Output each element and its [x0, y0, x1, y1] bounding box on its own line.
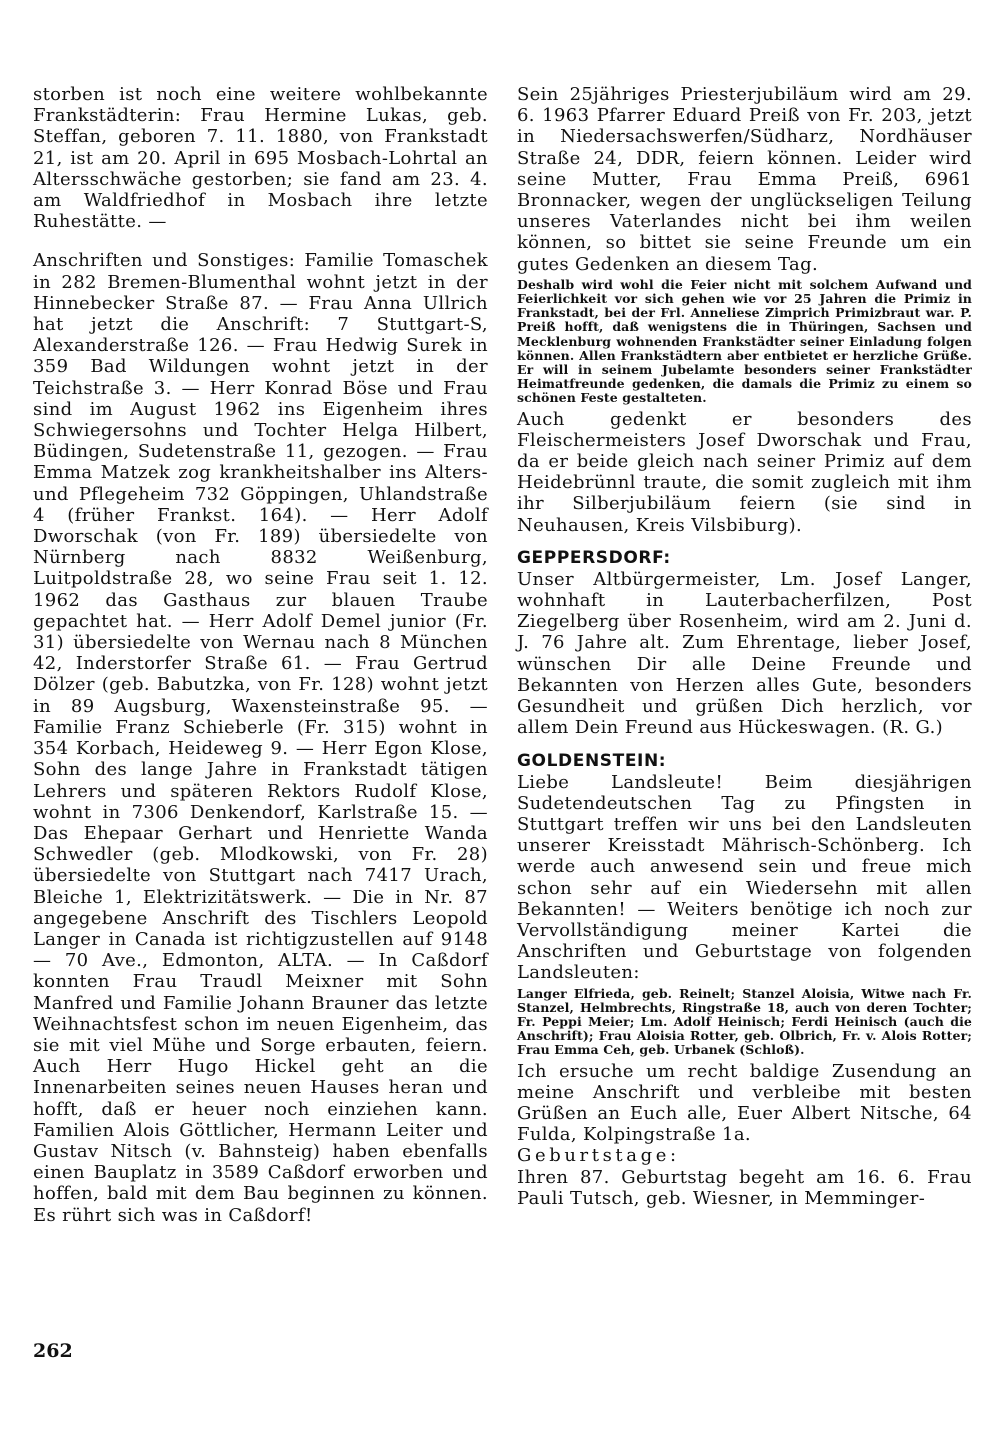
goldenstein-closing: Ich ersuche um recht baldige Zusendung an meine Anschrift und verbleibe mit besten Grüßen an Euch alle, Euer Albert Nitsche, 64 Fulda, Kolpingstraße 1a. [517, 1060, 972, 1146]
geppersdorf-paragraph: Unser Altbürgermeister, Lm. Josef Langer, wohnhaft in Lauterbacherfilzen, Post Ziegelberg über Rosenheim, wird am 2. Juni d. J. 76 Jahre alt. Zum Ehrentage, lieber Josef, wünschen Dir alle Deine Freunde und Bekannten von Herzen alles Gute, besonders Gesundheit und grüßen Dich herzlich, vor allem Dein Freund aus Hückeswagen. (R. G.) [517, 568, 972, 739]
birthdays-heading: Geburtstage: [517, 1145, 680, 1167]
left-column [33, 84, 488, 1226]
page-number: 262 [33, 1340, 73, 1362]
obituary-paragraph: storben ist noch eine weitere wohlbekannte Frankstädterin: Frau Hermine Lukas, geb. Steffan, geboren 7. 11. 1880, von Frankstadt 21, ist am 20. April in 695 Mosbach-Lohrtal an Altersschwäche gestorben; sie fand am 23. 4. am Waldfriedhof in Mosbach ihre letzte Ruhestätte. — [33, 84, 488, 233]
jubilee-continuation: Auch gedenkt er besonders des Fleischermeisters Josef Dworschak und Frau, da er beide gleich nach seiner Primiz auf dem Heidebrünnl traute, die somit zugleich mit ihm ihr Silberjubiläum feiern (sie sind in Neuhausen, Kreis Vilsbiburg). [517, 408, 972, 536]
jubilee-small-print: Deshalb wird wohl die Feier nicht mit solchem Aufwand und Feierlichkeit vor sich gehen wie vor 25 Jahren die Primiz in Frankstadt, bei der Frl. Anneliese Zimprich Primizbraut war. P. Preiß hofft, daß wenigstens die in Thüringen, Sachsen und Mecklenburg wohnenden Frankstädter seiner Einladung folgen können. Allen Frankstädtern aber entbietet er herzliche Grüße. Er will in seinem Jubelamte besonders seiner Frankstädter Heimatfreunde gedenken, die damals die Primiz zu einem so schönen Feste gestalteten. [517, 276, 972, 406]
section-heading-goldenstein: GOLDENSTEIN: [517, 750, 667, 771]
right-column [517, 84, 972, 1209]
birthdays-paragraph: Ihren 87. Geburtstag begeht am 16. 6. Frau Pauli Tutsch, geb. Wiesner, in Memminger- [517, 1166, 972, 1209]
section-heading-geppersdorf: GEPPERSDORF: [517, 547, 671, 568]
jubilee-paragraph: Sein 25jähriges Priesterjubiläum wird am 29. 6. 1963 Pfarrer Eduard Preiß von Fr. 203, jetzt in Niedersachswerfen/Südharz, Nordhäuser Straße 24, DDR, feiern können. Leider wird seine Mutter, Frau Emma Preiß, 6961 Bronnacker, wegen der unglückseligen Teilung unseres Vaterlandes nicht bei ihm weilen können, so bittet sie seine Freunde um ein gutes Gedenken an diesem Tag. [517, 84, 972, 275]
goldenstein-small-print: Langer Elfrieda, geb. Reinelt; Stanzel Aloisia, Witwe nach Fr. Stanzel, Helmbrechts, Ringstraße 18, auch von deren Tochter; Fr. Peppi Meier; Lm. Adolf Heinisch; Ferdi Heinisch (auch die Anschrift); Frau Aloisia Rotter, geb. Olbrich, Fr. v. Alois Rotter; Frau Emma Ceh, geb. Urbanek (Schloß). [517, 985, 972, 1058]
addresses-paragraph: Anschriften und Sonstiges: Familie Tomaschek in 282 Bremen-Blumenthal wohnt jetzt in der Hinnebecker Straße 87. — Frau Anna Ullrich hat jetzt die Anschrift: 7 Stuttgart-S, Alexanderstraße 126. — Frau Hedwig Surek in 359 Bad Wildungen wohnt jetzt in der Teichstraße 3. — Herr Konrad Böse und Frau sind im August 1962 ins Eigenheim ihres Schwiegersohns und Tochter Helga Hilbert, Büdingen, Sudetenstraße 11, gezogen. — Frau Emma Matzek zog krankheitshalber ins Alters- und Pflegeheim 732 Göppingen, Uhlandstraße 4 (früher Frankst. 164). — Herr Adolf Dworschak (von Fr. 189) übersiedelte von Nürnberg nach 8832 Weißenburg, Luitpoldstraße 28, wo seine Frau seit 1. 12. 1962 das Gasthaus zur blauen Traube gepachtet hat. — Herr Adolf Demel junior (Fr. 31) übersiedelte von Wernau nach 8 München 42, Inderstorfer Straße 61. — Frau Gertrud Dölzer (geb. Babutzka, von Fr. 128) wohnt jetzt in 89 Augsburg, Waxensteinstraße 95. — Familie Franz Schieberle (Fr. 315) wohnt in 354 Korbach, Heideweg 9. — Herr Egon Klose, Sohn des lange Jahre in Frankstadt tätigen Lehrers und späteren Rektors Rudolf Klose, wohnt in 7306 Denkendorf, Karlstraße 15. — Das Ehepaar Gerhart und Henriette Wanda Schwedler (geb. Mlodkowski, von Fr. 28) übersiedelte von Stuttgart nach 7417 Urach, Bleiche 1, Elektrizitätswerk. — Die in Nr. 87 angegebene Anschrift des Tischlers Leopold Langer in Canada ist richtigzustellen auf 9148 — 70 Ave., Edmonton, ALTA. — In Caßdorf konnten Frau Traudl Meixner mit Sohn Manfred und Familie Johann Brauner das letzte Weihnachtsfest schon im neuen Eigenheim, das sie mit viel Mühe und Sorge erbauten, feiern. Auch Herr Hugo Hickel geht an die Innenarbeiten seines neuen Hauses heran und hofft, daß er heuer noch einziehen kann. Familien Alois Göttlicher, Hermann Leiter und Gustav Nitsch (v. Bahnsteig) haben ebenfalls einen Bauplatz in 3589 Caßdorf erworben und hoffen, bald mit dem Bau beginnen zu können. Es rührt sich was in Caßdorf! [33, 250, 488, 1226]
goldenstein-paragraph: Liebe Landsleute! Beim diesjährigen Sudetendeutschen Tag zu Pfingsten in Stuttgart treffen wir uns bei den Landsleuten unserer Kreisstadt Mährisch-Schönberg. Ich werde auch anwesend sein und freue mich schon sehr auf ein Wiedersehn mit allen Bekannten! — Weiters benötige ich noch zur Vervollständigung meiner Kartei die Anschriften und Geburtstage von folgenden Landsleuten: [517, 771, 972, 984]
